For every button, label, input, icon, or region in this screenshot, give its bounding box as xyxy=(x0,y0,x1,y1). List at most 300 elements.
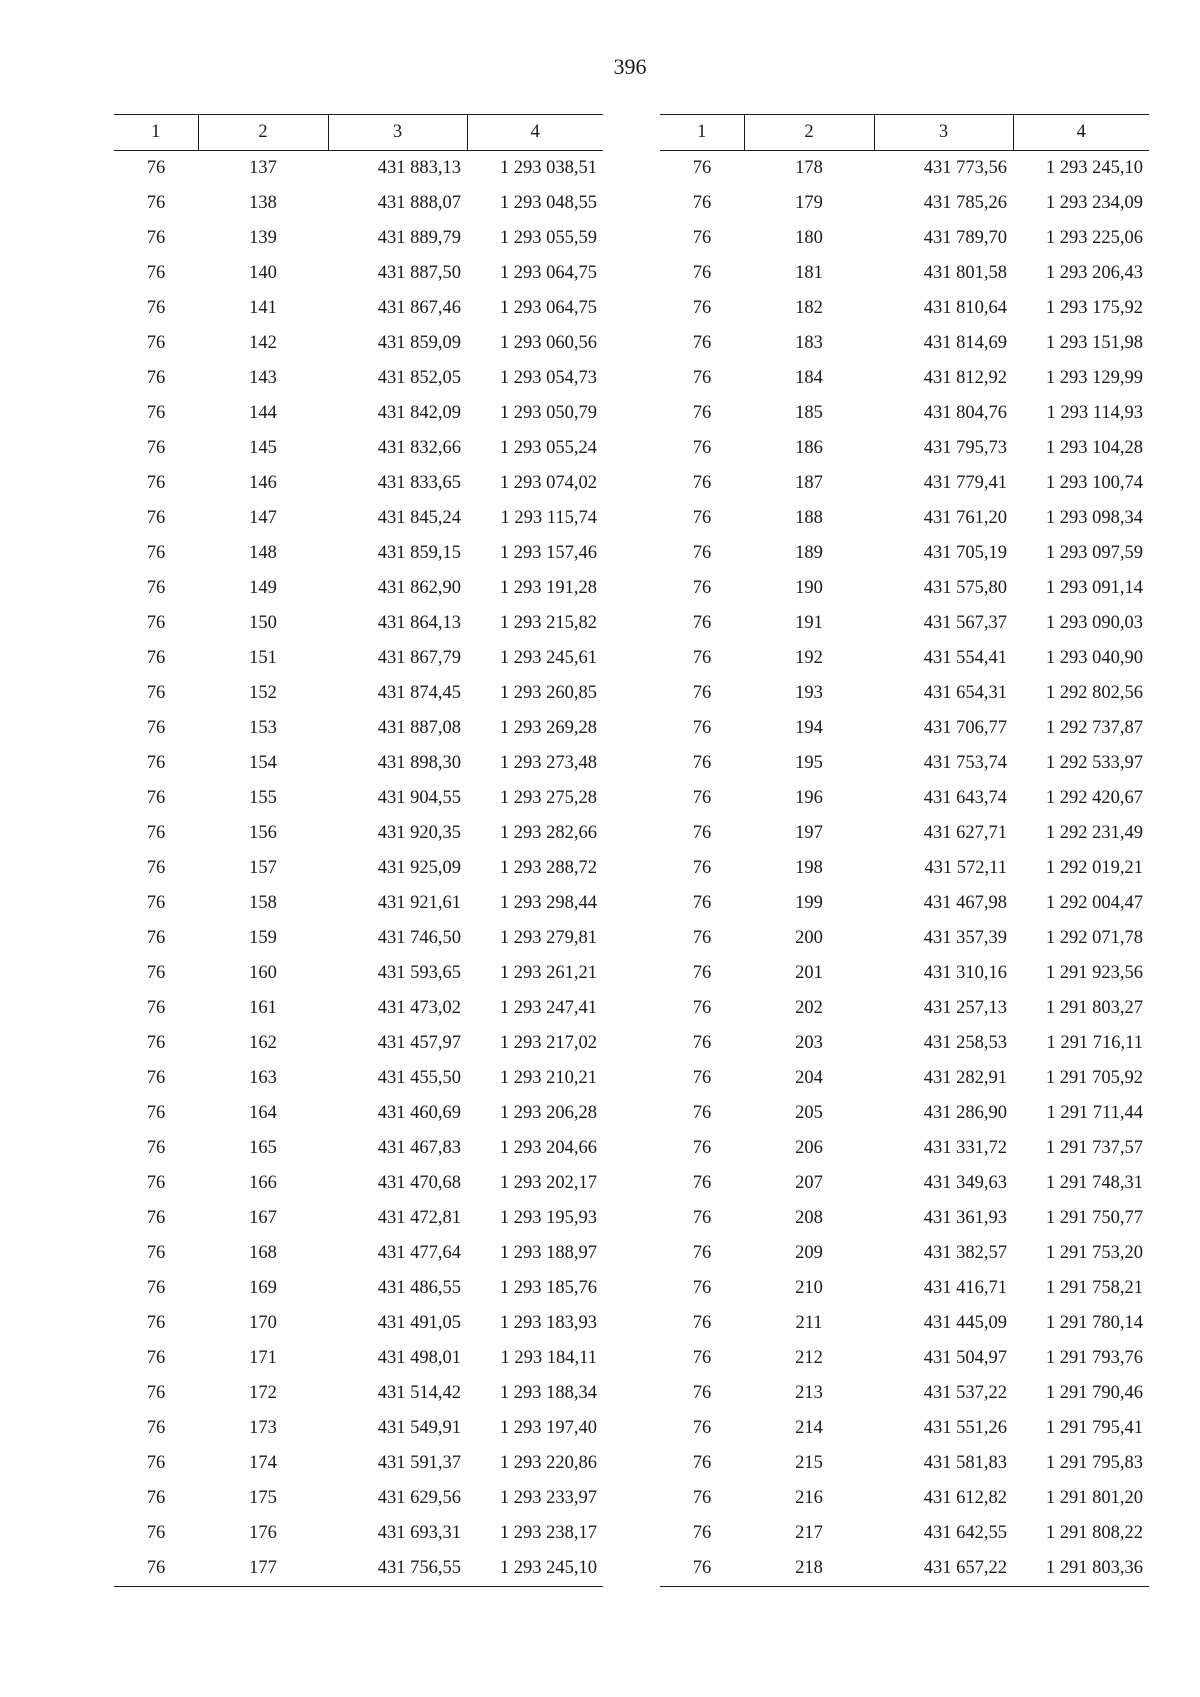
cell-coordinate-y: 1 293 210,21 xyxy=(499,1068,597,1088)
cell-section: 76 xyxy=(692,648,712,668)
cell-point-number: 195 xyxy=(795,753,823,773)
cell-point-number: 178 xyxy=(795,158,823,178)
cell-coordinate-x: 431 258,53 xyxy=(923,1033,1007,1053)
cell-coordinate-x: 431 887,50 xyxy=(377,263,461,283)
table-row xyxy=(660,536,1149,571)
table-row xyxy=(660,291,1149,326)
cell-point-number: 208 xyxy=(795,1208,823,1228)
table-row xyxy=(660,326,1149,361)
table-row xyxy=(114,1271,603,1306)
cell-coordinate-y: 1 291 737,57 xyxy=(1045,1138,1143,1158)
cell-coordinate-y: 1 293 098,34 xyxy=(1045,508,1143,528)
cell-coordinate-y: 1 293 038,51 xyxy=(499,158,597,178)
table-row xyxy=(660,921,1149,956)
table-row xyxy=(114,676,603,711)
cell-coordinate-y: 1 293 114,93 xyxy=(1046,403,1143,423)
cell-section: 76 xyxy=(692,788,712,808)
cell-coordinate-x: 431 642,55 xyxy=(923,1523,1007,1543)
cell-point-number: 141 xyxy=(249,298,277,318)
cell-coordinate-y: 1 293 157,46 xyxy=(499,543,597,563)
cell-coordinate-x: 431 504,97 xyxy=(923,1348,1007,1368)
cell-point-number: 147 xyxy=(249,508,277,528)
cell-section: 76 xyxy=(146,1103,166,1123)
cell-point-number: 188 xyxy=(795,508,823,528)
cell-coordinate-x: 431 889,79 xyxy=(377,228,461,248)
cell-coordinate-y: 1 293 048,55 xyxy=(499,193,597,213)
table-row xyxy=(114,746,603,781)
cell-coordinate-y: 1 293 188,97 xyxy=(499,1243,597,1263)
cell-section: 76 xyxy=(692,1278,712,1298)
cell-coordinate-x: 431 549,91 xyxy=(377,1418,461,1438)
cell-coordinate-y: 1 292 231,49 xyxy=(1045,823,1143,843)
cell-section: 76 xyxy=(146,1278,166,1298)
cell-coordinate-y: 1 293 245,61 xyxy=(499,648,597,668)
cell-coordinate-x: 431 693,31 xyxy=(377,1523,461,1543)
cell-point-number: 172 xyxy=(249,1383,277,1403)
cell-coordinate-y: 1 291 705,92 xyxy=(1045,1068,1143,1088)
cell-coordinate-x: 431 852,05 xyxy=(377,368,461,388)
cell-point-number: 217 xyxy=(795,1523,823,1543)
cell-coordinate-x: 431 491,05 xyxy=(377,1313,461,1333)
cell-point-number: 194 xyxy=(795,718,823,738)
cell-coordinate-y: 1 293 273,48 xyxy=(499,753,597,773)
column-header: 4 xyxy=(467,115,603,151)
table-row xyxy=(660,151,1149,187)
cell-coordinate-y: 1 293 188,34 xyxy=(499,1383,597,1403)
cell-section: 76 xyxy=(146,1068,166,1088)
cell-coordinate-y: 1 293 100,74 xyxy=(1045,473,1143,493)
cell-section: 76 xyxy=(146,1558,166,1578)
cell-section: 76 xyxy=(692,228,712,248)
table-row xyxy=(114,396,603,431)
cell-point-number: 156 xyxy=(249,823,277,843)
cell-section: 76 xyxy=(692,1488,712,1508)
cell-point-number: 162 xyxy=(249,1033,277,1053)
table-row xyxy=(114,1096,603,1131)
cell-coordinate-y: 1 293 097,59 xyxy=(1045,543,1143,563)
cell-coordinate-x: 431 486,55 xyxy=(377,1278,461,1298)
cell-section: 76 xyxy=(692,368,712,388)
cell-section: 76 xyxy=(146,928,166,948)
cell-section: 76 xyxy=(146,1033,166,1053)
cell-coordinate-y: 1 293 185,76 xyxy=(499,1278,597,1298)
cell-section: 76 xyxy=(146,1313,166,1333)
cell-point-number: 201 xyxy=(795,963,823,983)
cell-point-number: 202 xyxy=(795,998,823,1018)
cell-coordinate-y: 1 292 737,87 xyxy=(1045,718,1143,738)
cell-section: 76 xyxy=(692,1348,712,1368)
cell-section: 76 xyxy=(692,718,712,738)
table-row xyxy=(660,571,1149,606)
cell-point-number: 176 xyxy=(249,1523,277,1543)
cell-coordinate-x: 431 898,30 xyxy=(377,753,461,773)
cell-coordinate-y: 1 293 234,09 xyxy=(1045,193,1143,213)
cell-section: 76 xyxy=(692,543,712,563)
table-row xyxy=(660,256,1149,291)
cell-coordinate-x: 431 629,56 xyxy=(377,1488,461,1508)
cell-point-number: 215 xyxy=(795,1453,823,1473)
cell-section: 76 xyxy=(692,1208,712,1228)
cell-point-number: 146 xyxy=(249,473,277,493)
cell-point-number: 218 xyxy=(795,1558,823,1578)
table-row xyxy=(660,431,1149,466)
table-row xyxy=(114,186,603,221)
table-row xyxy=(660,1306,1149,1341)
cell-point-number: 171 xyxy=(249,1348,277,1368)
table-header-row xyxy=(660,115,1149,151)
table-row xyxy=(660,1271,1149,1306)
cell-point-number: 210 xyxy=(795,1278,823,1298)
cell-coordinate-y: 1 293 115,74 xyxy=(500,508,597,528)
coordinates-table-left xyxy=(114,114,603,1587)
cell-coordinate-y: 1 293 247,41 xyxy=(499,998,597,1018)
cell-point-number: 144 xyxy=(249,403,277,423)
cell-section: 76 xyxy=(692,858,712,878)
cell-coordinate-y: 1 293 191,28 xyxy=(499,578,597,598)
cell-section: 76 xyxy=(146,578,166,598)
table-row xyxy=(114,816,603,851)
cell-section: 76 xyxy=(146,193,166,213)
cell-coordinate-x: 431 514,42 xyxy=(377,1383,461,1403)
cell-coordinate-x: 431 361,93 xyxy=(923,1208,1007,1228)
table-row xyxy=(114,1131,603,1166)
cell-coordinate-x: 431 920,35 xyxy=(377,823,461,843)
table-row xyxy=(114,991,603,1026)
cell-point-number: 191 xyxy=(795,613,823,633)
cell-coordinate-x: 431 804,76 xyxy=(923,403,1007,423)
cell-point-number: 154 xyxy=(249,753,277,773)
cell-section: 76 xyxy=(692,1418,712,1438)
table-row xyxy=(660,1411,1149,1446)
cell-coordinate-x: 431 467,83 xyxy=(377,1138,461,1158)
table-row xyxy=(660,186,1149,221)
cell-section: 76 xyxy=(692,438,712,458)
cell-point-number: 179 xyxy=(795,193,823,213)
cell-point-number: 189 xyxy=(795,543,823,563)
table-row xyxy=(660,1236,1149,1271)
cell-coordinate-x: 431 867,46 xyxy=(377,298,461,318)
table-row xyxy=(660,466,1149,501)
cell-coordinate-y: 1 293 055,24 xyxy=(499,438,597,458)
cell-coordinate-x: 431 864,13 xyxy=(377,613,461,633)
cell-coordinate-x: 431 470,68 xyxy=(377,1173,461,1193)
cell-point-number: 186 xyxy=(795,438,823,458)
table-row xyxy=(114,536,603,571)
cell-section: 76 xyxy=(146,998,166,1018)
cell-section: 76 xyxy=(146,963,166,983)
cell-section: 76 xyxy=(146,1523,166,1543)
table-row xyxy=(114,221,603,256)
cell-section: 76 xyxy=(146,403,166,423)
cell-coordinate-x: 431 814,69 xyxy=(923,333,1007,353)
table-row xyxy=(660,816,1149,851)
coordinates-table-right xyxy=(660,114,1149,1587)
cell-coordinate-y: 1 293 090,03 xyxy=(1045,613,1143,633)
cell-coordinate-y: 1 293 183,93 xyxy=(499,1313,597,1333)
cell-coordinate-y: 1 293 215,82 xyxy=(499,613,597,633)
cell-coordinate-x: 431 859,15 xyxy=(377,543,461,563)
cell-coordinate-y: 1 293 261,21 xyxy=(499,963,597,983)
cell-coordinate-x: 431 888,07 xyxy=(377,193,461,213)
cell-section: 76 xyxy=(692,263,712,283)
cell-coordinate-y: 1 293 225,06 xyxy=(1045,228,1143,248)
cell-coordinate-y: 1 292 071,78 xyxy=(1045,928,1143,948)
table-row xyxy=(114,781,603,816)
cell-section: 76 xyxy=(146,1383,166,1403)
cell-section: 76 xyxy=(692,193,712,213)
cell-section: 76 xyxy=(692,1033,712,1053)
cell-coordinate-x: 431 286,90 xyxy=(923,1103,1007,1123)
cell-coordinate-x: 431 554,41 xyxy=(923,648,1007,668)
cell-section: 76 xyxy=(692,1103,712,1123)
table-row xyxy=(114,1376,603,1411)
cell-coordinate-y: 1 291 793,76 xyxy=(1045,1348,1143,1368)
cell-coordinate-y: 1 292 420,67 xyxy=(1045,788,1143,808)
cell-coordinate-x: 431 874,45 xyxy=(377,683,461,703)
table-row xyxy=(660,1551,1149,1587)
table-row xyxy=(114,956,603,991)
table-row xyxy=(660,991,1149,1026)
cell-section: 76 xyxy=(146,858,166,878)
table-row xyxy=(114,851,603,886)
cell-coordinate-y: 1 293 064,75 xyxy=(499,263,597,283)
cell-point-number: 200 xyxy=(795,928,823,948)
cell-point-number: 175 xyxy=(249,1488,277,1508)
cell-coordinate-x: 431 795,73 xyxy=(923,438,1007,458)
cell-point-number: 142 xyxy=(249,333,277,353)
column-header: 1 xyxy=(660,115,744,151)
cell-coordinate-y: 1 291 716,11 xyxy=(1046,1033,1143,1053)
table-row xyxy=(114,641,603,676)
cell-coordinate-x: 431 537,22 xyxy=(923,1383,1007,1403)
table-row xyxy=(114,501,603,536)
cell-point-number: 137 xyxy=(249,158,277,178)
table-row xyxy=(114,1236,603,1271)
table-row xyxy=(114,466,603,501)
cell-coordinate-x: 431 883,13 xyxy=(377,158,461,178)
cell-section: 76 xyxy=(692,508,712,528)
table-row xyxy=(660,676,1149,711)
cell-section: 76 xyxy=(146,1418,166,1438)
cell-coordinate-y: 1 293 055,59 xyxy=(499,228,597,248)
cell-coordinate-y: 1 291 803,36 xyxy=(1045,1558,1143,1578)
table-row xyxy=(114,1306,603,1341)
cell-coordinate-y: 1 293 233,97 xyxy=(499,1488,597,1508)
cell-point-number: 139 xyxy=(249,228,277,248)
cell-point-number: 206 xyxy=(795,1138,823,1158)
cell-coordinate-x: 431 801,58 xyxy=(923,263,1007,283)
cell-coordinate-x: 431 810,64 xyxy=(923,298,1007,318)
cell-coordinate-x: 431 349,63 xyxy=(923,1173,1007,1193)
cell-coordinate-y: 1 293 206,43 xyxy=(1045,263,1143,283)
table-row xyxy=(660,1096,1149,1131)
cell-coordinate-x: 431 457,97 xyxy=(377,1033,461,1053)
table-row xyxy=(114,1411,603,1446)
cell-coordinate-y: 1 293 129,99 xyxy=(1045,368,1143,388)
cell-coordinate-x: 431 832,66 xyxy=(377,438,461,458)
cell-section: 76 xyxy=(146,228,166,248)
cell-point-number: 187 xyxy=(795,473,823,493)
table-row xyxy=(660,781,1149,816)
cell-section: 76 xyxy=(146,1138,166,1158)
cell-coordinate-x: 431 551,26 xyxy=(923,1418,1007,1438)
cell-section: 76 xyxy=(146,263,166,283)
cell-coordinate-y: 1 291 790,46 xyxy=(1045,1383,1143,1403)
cell-point-number: 180 xyxy=(795,228,823,248)
cell-point-number: 181 xyxy=(795,263,823,283)
cell-coordinate-x: 431 887,08 xyxy=(377,718,461,738)
cell-section: 76 xyxy=(146,438,166,458)
cell-point-number: 211 xyxy=(795,1313,823,1333)
table-row xyxy=(660,221,1149,256)
cell-point-number: 166 xyxy=(249,1173,277,1193)
cell-point-number: 169 xyxy=(249,1278,277,1298)
cell-point-number: 145 xyxy=(249,438,277,458)
cell-point-number: 143 xyxy=(249,368,277,388)
cell-section: 76 xyxy=(692,963,712,983)
cell-point-number: 204 xyxy=(795,1068,823,1088)
cell-coordinate-x: 431 282,91 xyxy=(923,1068,1007,1088)
cell-coordinate-x: 431 593,65 xyxy=(377,963,461,983)
cell-coordinate-x: 431 257,13 xyxy=(923,998,1007,1018)
cell-coordinate-x: 431 382,57 xyxy=(923,1243,1007,1263)
cell-point-number: 196 xyxy=(795,788,823,808)
cell-coordinate-x: 431 904,55 xyxy=(377,788,461,808)
cell-point-number: 193 xyxy=(795,683,823,703)
cell-point-number: 183 xyxy=(795,333,823,353)
cell-point-number: 190 xyxy=(795,578,823,598)
table-row xyxy=(114,1481,603,1516)
table-row xyxy=(114,711,603,746)
cell-point-number: 160 xyxy=(249,963,277,983)
cell-point-number: 203 xyxy=(795,1033,823,1053)
cell-section: 76 xyxy=(146,508,166,528)
table-row xyxy=(660,361,1149,396)
table-row xyxy=(660,1516,1149,1551)
cell-coordinate-x: 431 572,11 xyxy=(924,858,1007,878)
cell-point-number: 177 xyxy=(249,1558,277,1578)
cell-section: 76 xyxy=(146,753,166,773)
cell-coordinate-y: 1 293 040,90 xyxy=(1045,648,1143,668)
cell-coordinate-y: 1 293 175,92 xyxy=(1045,298,1143,318)
cell-coordinate-x: 431 654,31 xyxy=(923,683,1007,703)
cell-coordinate-x: 431 779,41 xyxy=(923,473,1007,493)
table-row xyxy=(114,1166,603,1201)
cell-coordinate-y: 1 291 748,31 xyxy=(1045,1173,1143,1193)
cell-coordinate-x: 431 627,71 xyxy=(923,823,1007,843)
cell-section: 76 xyxy=(692,1523,712,1543)
cell-section: 76 xyxy=(692,928,712,948)
cell-section: 76 xyxy=(692,1243,712,1263)
cell-coordinate-x: 431 477,64 xyxy=(377,1243,461,1263)
cell-coordinate-x: 431 921,61 xyxy=(377,893,461,913)
table-row xyxy=(114,921,603,956)
table-row xyxy=(114,1551,603,1587)
cell-section: 76 xyxy=(692,683,712,703)
cell-point-number: 155 xyxy=(249,788,277,808)
cell-coordinate-x: 431 472,81 xyxy=(377,1208,461,1228)
cell-coordinate-y: 1 293 104,28 xyxy=(1045,438,1143,458)
cell-section: 76 xyxy=(692,1383,712,1403)
cell-coordinate-y: 1 291 801,20 xyxy=(1045,1488,1143,1508)
table-row xyxy=(114,291,603,326)
cell-point-number: 184 xyxy=(795,368,823,388)
cell-section: 76 xyxy=(692,1313,712,1333)
cell-coordinate-y: 1 293 238,17 xyxy=(499,1523,597,1543)
cell-coordinate-x: 431 416,71 xyxy=(923,1278,1007,1298)
cell-coordinate-y: 1 291 758,21 xyxy=(1045,1278,1143,1298)
cell-coordinate-y: 1 292 004,47 xyxy=(1045,893,1143,913)
cell-coordinate-y: 1 293 206,28 xyxy=(499,1103,597,1123)
table-row xyxy=(660,1061,1149,1096)
table-row xyxy=(660,1446,1149,1481)
cell-point-number: 159 xyxy=(249,928,277,948)
table-body-left xyxy=(114,151,603,1587)
cell-section: 76 xyxy=(146,613,166,633)
cell-point-number: 173 xyxy=(249,1418,277,1438)
cell-point-number: 157 xyxy=(249,858,277,878)
cell-coordinate-x: 431 789,70 xyxy=(923,228,1007,248)
cell-point-number: 198 xyxy=(795,858,823,878)
cell-section: 76 xyxy=(146,368,166,388)
cell-coordinate-x: 431 591,37 xyxy=(377,1453,461,1473)
table-row xyxy=(660,1026,1149,1061)
cell-point-number: 153 xyxy=(249,718,277,738)
cell-coordinate-y: 1 292 802,56 xyxy=(1045,683,1143,703)
cell-coordinate-y: 1 293 220,86 xyxy=(499,1453,597,1473)
cell-point-number: 216 xyxy=(795,1488,823,1508)
cell-coordinate-x: 431 773,56 xyxy=(923,158,1007,178)
cell-point-number: 185 xyxy=(795,403,823,423)
cell-section: 76 xyxy=(146,1348,166,1368)
cell-coordinate-y: 1 293 245,10 xyxy=(499,1558,597,1578)
cell-section: 76 xyxy=(146,473,166,493)
cell-section: 76 xyxy=(146,1453,166,1473)
column-header: 3 xyxy=(874,115,1013,151)
table-row xyxy=(114,431,603,466)
table-body-right xyxy=(660,151,1149,1587)
cell-section: 76 xyxy=(692,403,712,423)
cell-point-number: 168 xyxy=(249,1243,277,1263)
cell-coordinate-y: 1 293 064,75 xyxy=(499,298,597,318)
cell-section: 76 xyxy=(146,1208,166,1228)
cell-coordinate-x: 431 862,90 xyxy=(377,578,461,598)
cell-coordinate-y: 1 293 151,98 xyxy=(1045,333,1143,353)
cell-section: 76 xyxy=(692,753,712,773)
table-row xyxy=(114,256,603,291)
cell-point-number: 170 xyxy=(249,1313,277,1333)
table-row xyxy=(114,886,603,921)
cell-section: 76 xyxy=(146,683,166,703)
cell-coordinate-y: 1 293 204,66 xyxy=(499,1138,597,1158)
cell-coordinate-y: 1 293 202,17 xyxy=(499,1173,597,1193)
column-header: 3 xyxy=(328,115,467,151)
cell-point-number: 150 xyxy=(249,613,277,633)
table-row xyxy=(660,641,1149,676)
cell-section: 76 xyxy=(692,1173,712,1193)
cell-section: 76 xyxy=(146,823,166,843)
column-header: 4 xyxy=(1013,115,1149,151)
cell-coordinate-y: 1 293 060,56 xyxy=(499,333,597,353)
cell-point-number: 148 xyxy=(249,543,277,563)
cell-coordinate-x: 431 785,26 xyxy=(923,193,1007,213)
cell-section: 76 xyxy=(146,893,166,913)
table-row xyxy=(114,1026,603,1061)
column-header: 2 xyxy=(744,115,874,151)
cell-point-number: 213 xyxy=(795,1383,823,1403)
cell-section: 76 xyxy=(692,298,712,318)
cell-point-number: 165 xyxy=(249,1138,277,1158)
